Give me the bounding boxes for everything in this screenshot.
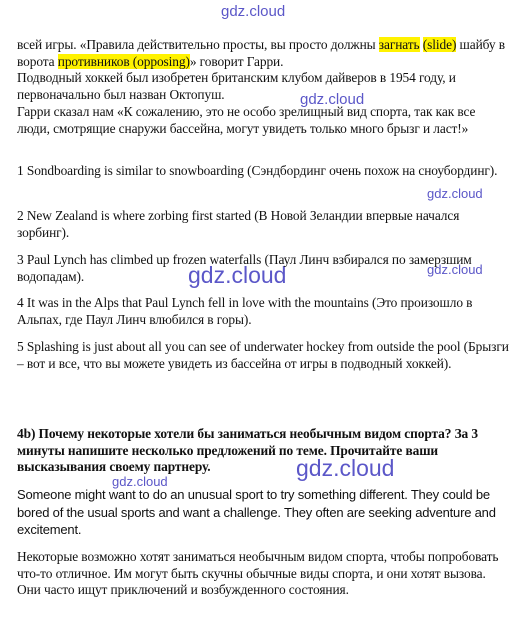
task-4b-heading: 4b) Почему некоторые хотели бы заниматься необычным видом спорта? За 3 минуты напишите несколько предложений по теме. Прочитайте ваши высказывания своему партнеру. <box>17 426 478 475</box>
watermark: gdz.cloud <box>427 262 483 277</box>
article-paragraph-1: всей игры. «Правила действительно просты, вы просто должны загнать (slide) шайбу в ворота противников (opposing)» говорит Гарри. <box>17 37 505 69</box>
watermark-large: gdz.cloud <box>296 455 395 481</box>
highlight-zagnat: загнать <box>378 37 420 52</box>
watermark-top: gdz.cloud <box>221 3 286 20</box>
watermark: gdz.cloud <box>427 186 483 201</box>
statement-2: 2 New Zealand is where zorbing first started (В Новой Зеландии впервые начался зорбинг). <box>17 208 460 240</box>
statement-5: 5 Splashing is just about all you can see of underwater hockey from outside the pool (Брызги – вот и все, что вы можете увидеть из бассейна от игры в подводный хоккей). <box>17 339 509 371</box>
statement-1: 1 Sondboarding is similar to snowboarding (Сэндбординг очень похож на сноубординг). <box>17 163 498 178</box>
article-paragraph-3: Гарри сказал нам «К сожалению, это не особо зрелищный вид спорта, так как все люди, смотрящие снаружи бассейна, могут увидеть только много брызг и ласт!» <box>17 104 476 136</box>
article-paragraph-2: Подводный хоккей был изобретен британским клубом дайверов в 1954 году, и первоначально был назван Октопуш. <box>17 70 456 102</box>
highlight-slide: (slide) <box>422 37 457 52</box>
watermark-large: gdz.cloud <box>188 262 287 288</box>
highlight-opposing: противников (opposing) <box>57 53 190 69</box>
statement-4: 4 It was in the Alps that Paul Lynch fell in love with the mountains (Это произошло в Альпах, где Паул Линч влюбился в горы). <box>17 295 473 327</box>
watermark: gdz.cloud <box>112 474 168 489</box>
watermark: gdz.cloud <box>300 91 365 108</box>
statement-3: 3 Paul Lynch has climbed up frozen waterfalls (Паул Линч взбирался по замерзшим водопадам). <box>17 252 472 284</box>
answer-russian: Некоторые возможно хотят заниматься необычным видом спорта, чтобы попробовать что-то отличное. Им могут быть скучны обычные виды спорта, и они хотят вызова. Они часто ищут приключений и возбужденного состояния. <box>17 549 499 598</box>
answer-english: Someone might want to do an unusual sport to try something different. They could be bored of the usual sports and want a challenge. They often are seeking adventure and excitement. <box>17 487 496 537</box>
